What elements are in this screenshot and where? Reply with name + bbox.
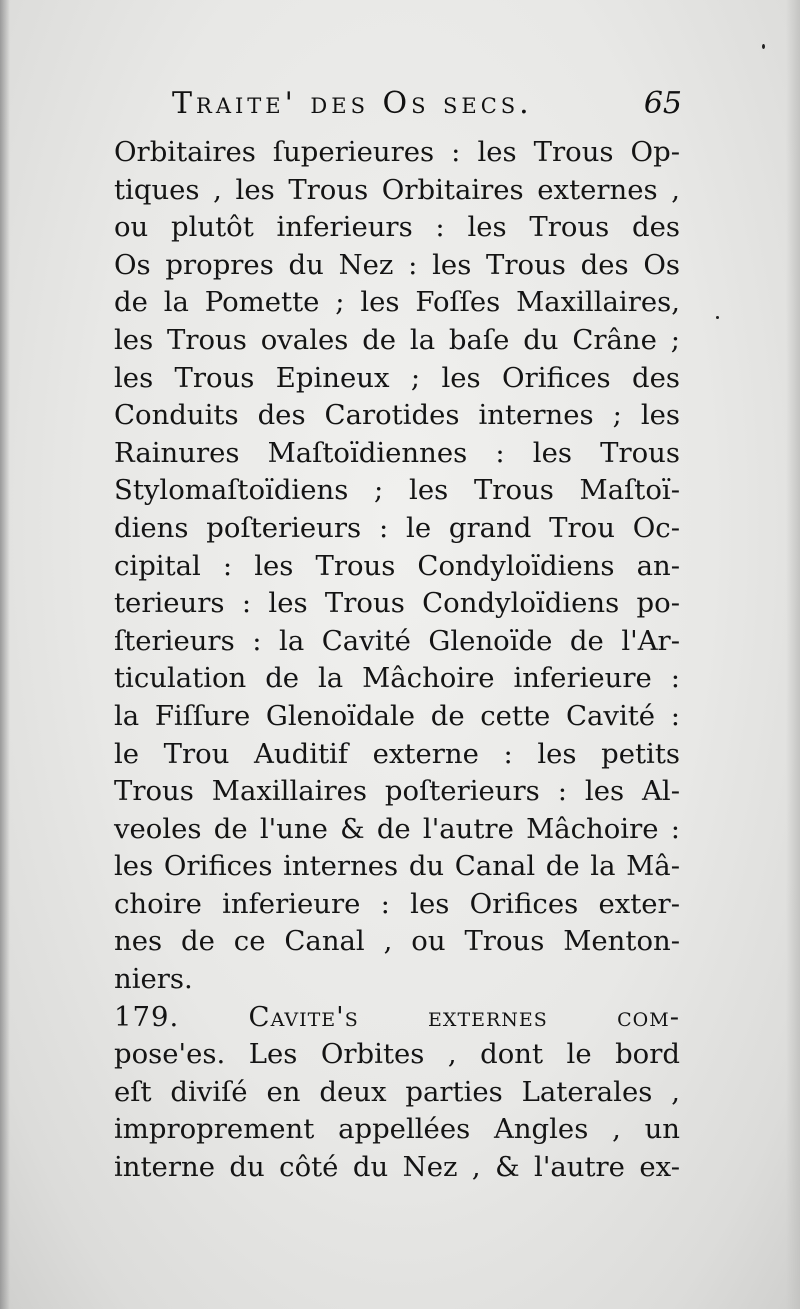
text-line: diens poſterieurs : le grand Trou Oc- bbox=[114, 511, 680, 544]
text-line: Trous Maxillaires poſterieurs : les Al- bbox=[114, 775, 680, 808]
text-line: Stylomaſtoïdiens ; les Trous Maſtoï- bbox=[114, 474, 680, 507]
body-text bbox=[114, 134, 680, 1187]
text-line: la Fiſſure Glenoïdale de cette Cavité : bbox=[114, 699, 680, 732]
text-line: ou plutôt inferieurs : les Trous des bbox=[114, 211, 680, 244]
ink-speck bbox=[716, 316, 719, 319]
text-line: les Trous Epineux ; les Orifices des bbox=[114, 361, 680, 394]
text-line: les Orifices internes du Canal de la Mâ- bbox=[114, 850, 680, 883]
text-line: eſt diviſé en deux parties Laterales , bbox=[114, 1075, 680, 1108]
text-line: tiques , les Trous Orbitaires externes , bbox=[114, 173, 680, 206]
running-head bbox=[172, 86, 682, 132]
text-line: improprement appellées Angles , un bbox=[114, 1113, 680, 1146]
text-line: de la Pomette ; les Foſſes Maxillaires, bbox=[114, 286, 680, 319]
text-line: niers. bbox=[114, 963, 193, 996]
text-line: pose'es. Les Orbites , dont le bord bbox=[114, 1038, 680, 1071]
text-line: nes de ce Canal , ou Trous Menton- bbox=[114, 925, 680, 958]
text-line: terieurs : les Trous Condyloïdiens po- bbox=[114, 587, 680, 620]
page-number: 65 bbox=[643, 86, 682, 121]
text-line: le Trou Auditif externe : les petits bbox=[114, 737, 680, 770]
text-line: cipital : les Trous Condyloïdiens an- bbox=[114, 549, 680, 582]
text-line: ſterieurs : la Cavité Glenoïde de l'Ar- bbox=[114, 624, 680, 657]
text-line: les Trous ovales de la baſe du Crâne ; bbox=[114, 323, 680, 356]
ink-speck bbox=[762, 44, 765, 49]
text-line: choire inferieure : les Orifices exter- bbox=[114, 887, 680, 920]
text-line: Rainures Maſtoïdiennes : les Trous bbox=[114, 436, 680, 469]
text-line: Conduits des Carotides internes ; les bbox=[114, 399, 680, 432]
running-head-title: Traite' des Os secs. bbox=[172, 86, 533, 121]
text-line: veoles de l'une & de l'autre Mâchoire : bbox=[114, 812, 680, 845]
text-line: Os propres du Nez : les Trous des Os bbox=[114, 248, 680, 281]
text-line: Orbitaires ſuperieures : les Trous Op- bbox=[114, 136, 680, 168]
section-heading-line: 179. Cavite's externes com- bbox=[114, 1000, 680, 1033]
text-line: interne du côté du Nez , & l'autre ex- bbox=[114, 1151, 680, 1184]
text-line: ticulation de la Mâchoire inferieure : bbox=[114, 662, 680, 695]
